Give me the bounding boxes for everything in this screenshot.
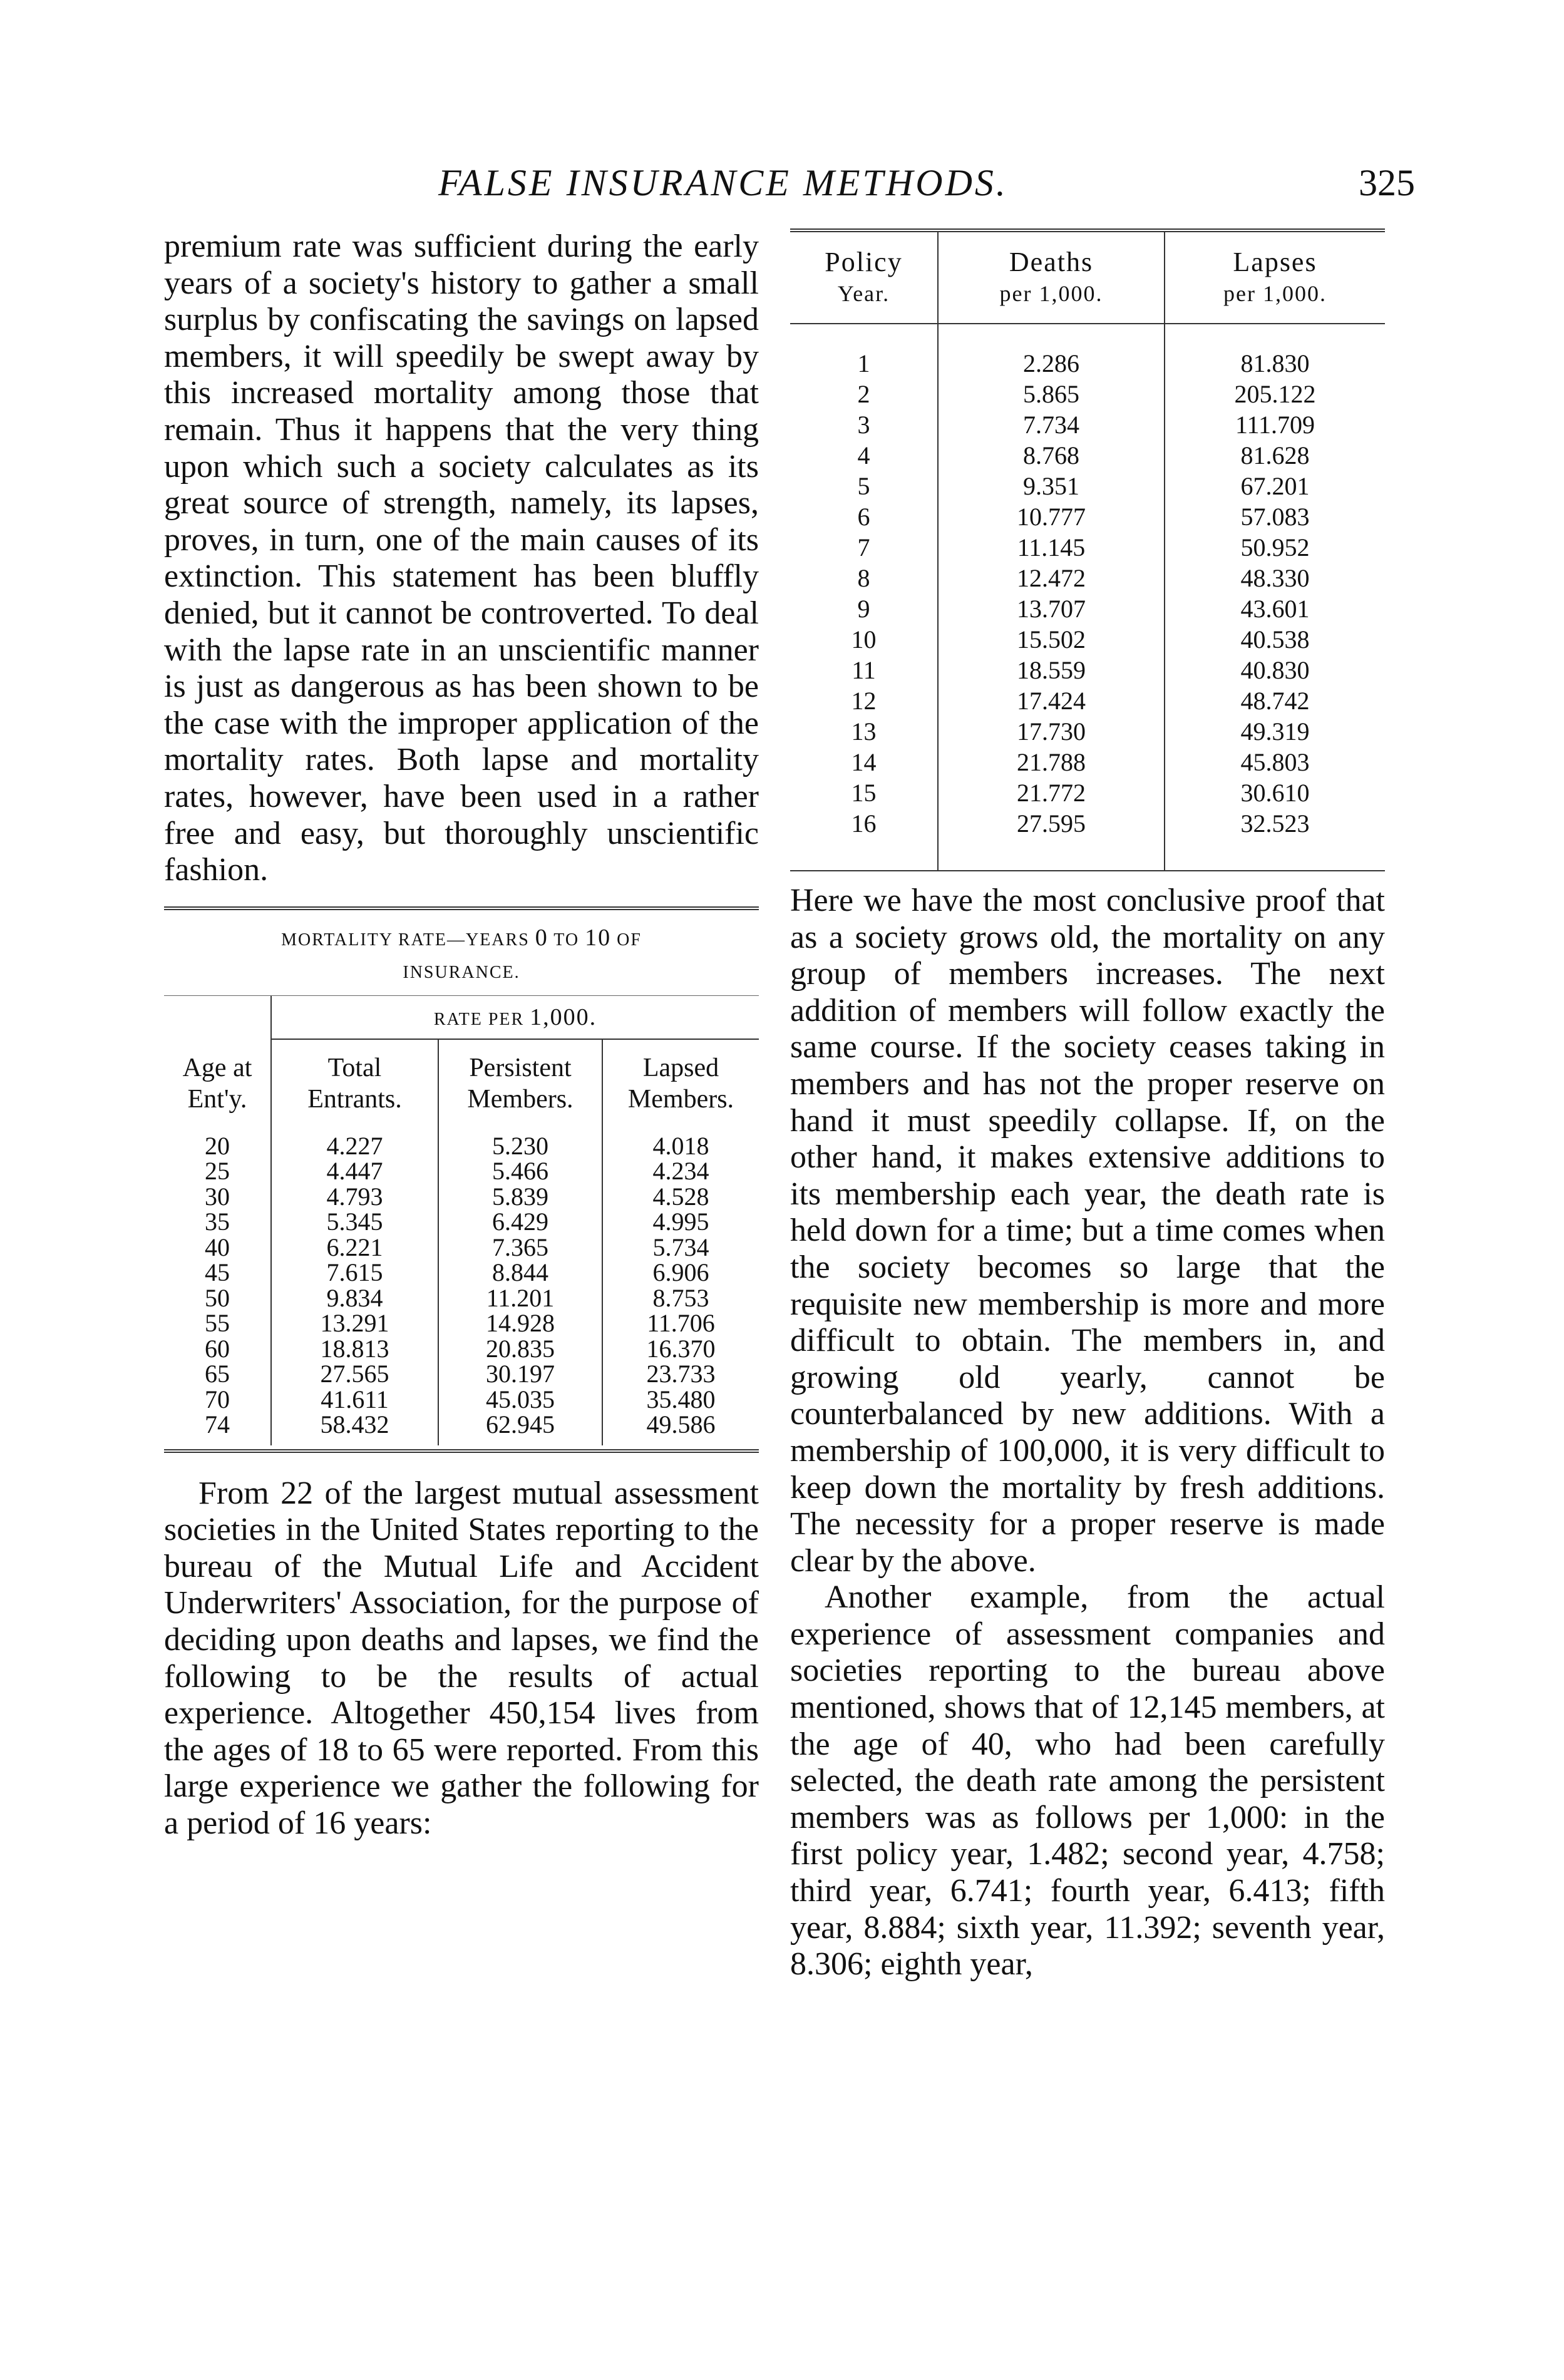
mortality-row xyxy=(164,1159,759,1184)
mortality-cell: 4.447 xyxy=(271,1159,438,1184)
mortality-cell: 45.035 xyxy=(438,1387,602,1413)
mortality-cell: 30 xyxy=(164,1184,271,1210)
left-paragraph-1: premium rate was sufficient during the early years of a society's history to gather a small surplus by confiscating the savings on lapsed members, it will speedily be swept away by this increased mortality among those that remain. Thus it happens that the very thing upon which such a society calculates as its great source of strength, namely, its lapses, proves, in turn, one of the main causes of its extinction. This statement has been bluffly denied, but it cannot be controverted. To deal with the lapse rate in an unscientific manner is just as dangerous as has been shown to be the case with the improper application of the mortality rates. Both lapse and mortality rates, however, have been used in a rather free and easy, but thoroughly unscientific fashion. xyxy=(164,228,759,888)
right-paragraph-2: Another example, from the actual experience of assessment companies and societies reporting to the bureau above mentioned, shows that of 12,145 members, at the age of 40, who had been carefully selected, the death rate among the persistent members was as follows per 1,000: in the first policy year, 1.482; second year, 4.758; third year, 6.741; fourth year, 6.413; fifth year, 8.884; sixth year, 11.392; seventh year, 8.306; eighth year, xyxy=(790,1579,1385,1982)
mortality-row xyxy=(164,1134,759,1159)
col-lapses: Lapses per 1,000. xyxy=(1223,246,1327,306)
left-paragraph-2: From 22 of the largest mutual assessment societies in the United States reporting to the bureau of the Mutual Life and Accident Underwriters' Association, for the purpose of deciding upon deaths and lapses, we find the following to be the results of actual experience. Altogether 450,154 lives from the ages of 18 to 65 were reported. From this large experience we gather the following for a period of 16 years: xyxy=(164,1475,759,1842)
policy-row xyxy=(790,685,1385,716)
policy-cell: 45.803 xyxy=(1240,748,1310,776)
policy-cell: 81.628 xyxy=(1240,441,1310,469)
mortality-row xyxy=(164,1209,759,1235)
policy-cell: 21.772 xyxy=(938,777,1165,808)
mortality-cell: 7.615 xyxy=(271,1260,438,1286)
policy-cell: 11 xyxy=(790,655,938,685)
mortality-cell: 5.230 xyxy=(438,1134,602,1159)
policy-cell: 43.601 xyxy=(1240,595,1310,623)
mortality-cell: 6.221 xyxy=(271,1235,438,1261)
mortality-cell: 60 xyxy=(164,1336,271,1362)
col-total: Total Entrants. xyxy=(271,1040,438,1115)
policy-row xyxy=(790,532,1385,563)
mortality-table-title: MORTALITY RATE—YEARS 0 TO 10 OF INSURANCE. xyxy=(281,924,642,982)
mortality-row xyxy=(164,1387,759,1413)
policy-cell: 18.559 xyxy=(938,655,1165,685)
policy-cell: 205.122 xyxy=(1234,380,1316,408)
mortality-cell: 4.793 xyxy=(271,1184,438,1210)
mortality-row xyxy=(164,1235,759,1261)
policy-cell: 2.286 xyxy=(938,348,1165,379)
col-lapsed: Lapsed Members. xyxy=(627,1053,734,1114)
mortality-row xyxy=(164,1260,759,1286)
mortality-table xyxy=(164,921,759,1453)
mortality-cell: 11.201 xyxy=(438,1286,602,1311)
mortality-cell: 7.365 xyxy=(438,1235,602,1261)
policy-row xyxy=(790,747,1385,777)
page-header xyxy=(438,162,1415,212)
mortality-cell: 6.906 xyxy=(652,1258,709,1287)
col-persistent: Persistent Members. xyxy=(438,1040,602,1115)
policy-cell: 17.424 xyxy=(938,685,1165,716)
policy-cell: 111.709 xyxy=(1235,411,1315,439)
policy-table-bottom-rule xyxy=(790,870,1385,871)
mortality-cell: 5.734 xyxy=(652,1233,709,1261)
policy-cell: 5 xyxy=(790,471,938,501)
policy-cell: 17.730 xyxy=(938,716,1165,747)
policy-cell: 50.952 xyxy=(1240,533,1310,562)
mortality-cell: 49.586 xyxy=(646,1410,716,1439)
mortality-cell: 35.480 xyxy=(646,1385,716,1413)
policy-cell: 16 xyxy=(790,808,938,839)
mortality-cell: 23.733 xyxy=(646,1360,716,1388)
policy-cell: 57.083 xyxy=(1240,503,1310,531)
policy-row xyxy=(790,348,1385,379)
mortality-cell: 55 xyxy=(164,1311,271,1336)
policy-cell: 40.538 xyxy=(1240,625,1310,654)
mortality-cell: 35 xyxy=(164,1209,271,1235)
policy-row xyxy=(790,409,1385,440)
policy-cell: 48.330 xyxy=(1240,564,1310,592)
mortality-cell: 25 xyxy=(164,1159,271,1184)
mortality-cell: 45 xyxy=(164,1260,271,1286)
mortality-cell: 20 xyxy=(164,1134,271,1159)
mortality-row xyxy=(164,1184,759,1210)
policy-cell: 3 xyxy=(790,409,938,440)
mortality-cell: 16.370 xyxy=(646,1334,716,1363)
mortality-cell: 9.834 xyxy=(271,1286,438,1311)
mortality-cell: 4.018 xyxy=(652,1131,709,1160)
mortality-cell: 70 xyxy=(164,1387,271,1413)
policy-cell: 7.734 xyxy=(938,409,1165,440)
policy-row xyxy=(790,593,1385,624)
mortality-cell: 18.813 xyxy=(271,1336,438,1362)
policy-cell: 13 xyxy=(790,716,938,747)
policy-cell: 6 xyxy=(790,501,938,532)
mortality-cell: 4.227 xyxy=(271,1134,438,1159)
policy-cell: 1 xyxy=(790,348,938,379)
page-number: 325 xyxy=(1359,162,1415,203)
policy-cell: 15 xyxy=(790,777,938,808)
policy-cell: 12 xyxy=(790,685,938,716)
mortality-cell: 4.528 xyxy=(652,1182,709,1211)
mortality-cell: 5.839 xyxy=(438,1184,602,1210)
mortality-cell: 65 xyxy=(164,1362,271,1387)
col-policy-year: Policy Year. xyxy=(790,232,938,323)
policy-cell: 4 xyxy=(790,440,938,471)
policy-cell: 2 xyxy=(790,379,938,409)
policy-cell: 11.145 xyxy=(938,532,1165,563)
mortality-cell: 40 xyxy=(164,1235,271,1261)
policy-cell: 48.742 xyxy=(1240,687,1310,715)
mortality-cell: 14.928 xyxy=(438,1311,602,1336)
policy-cell: 5.865 xyxy=(938,379,1165,409)
policy-cell: 13.707 xyxy=(938,593,1165,624)
policy-row xyxy=(790,808,1385,839)
mortality-row xyxy=(164,1412,759,1438)
mortality-cell: 13.291 xyxy=(271,1311,438,1336)
left-column xyxy=(164,228,759,1842)
mortality-cell: 5.345 xyxy=(271,1209,438,1235)
policy-cell: 9 xyxy=(790,593,938,624)
running-title: FALSE INSURANCE METHODS. xyxy=(438,162,1008,203)
policy-row xyxy=(790,440,1385,471)
policy-cell: 27.595 xyxy=(938,808,1165,839)
policy-row xyxy=(790,563,1385,593)
mortality-cell: 58.432 xyxy=(271,1412,438,1438)
mortality-cell: 62.945 xyxy=(438,1412,602,1438)
policy-row xyxy=(790,777,1385,808)
mortality-cell: 4.995 xyxy=(652,1208,709,1236)
policy-cell: 8.768 xyxy=(938,440,1165,471)
mortality-cell: 27.565 xyxy=(271,1362,438,1387)
policy-row xyxy=(790,716,1385,747)
policy-cell: 32.523 xyxy=(1240,809,1310,838)
policy-cell: 67.201 xyxy=(1240,472,1310,500)
mortality-cell: 8.753 xyxy=(652,1283,709,1312)
policy-cell: 15.502 xyxy=(938,624,1165,655)
mortality-row xyxy=(164,1286,759,1311)
rate-per-label: RATE PER 1,000. xyxy=(433,1003,597,1030)
col-deaths: Deaths per 1,000. xyxy=(938,232,1165,323)
policy-cell: 7 xyxy=(790,532,938,563)
mortality-cell: 50 xyxy=(164,1286,271,1311)
policy-cell: 49.319 xyxy=(1240,717,1310,746)
policy-row xyxy=(790,501,1385,532)
table-bottom-rule xyxy=(164,1449,759,1453)
mortality-cell: 11.706 xyxy=(647,1309,715,1338)
policy-cell: 81.830 xyxy=(1240,349,1310,377)
table-top-rule xyxy=(164,906,759,910)
policy-cell: 8 xyxy=(790,563,938,593)
policy-row xyxy=(790,471,1385,501)
policy-cell: 40.830 xyxy=(1240,656,1310,684)
policy-cell: 21.788 xyxy=(938,747,1165,777)
mortality-cell: 5.466 xyxy=(438,1159,602,1184)
policy-row xyxy=(790,624,1385,655)
mortality-cell: 6.429 xyxy=(438,1209,602,1235)
mortality-row xyxy=(164,1336,759,1362)
mortality-cell: 30.197 xyxy=(438,1362,602,1387)
policy-cell: 10.777 xyxy=(938,501,1165,532)
mortality-cell: 20.835 xyxy=(438,1336,602,1362)
policy-cell: 10 xyxy=(790,624,938,655)
policy-cell: 30.610 xyxy=(1240,779,1310,807)
policy-cell: 9.351 xyxy=(938,471,1165,501)
mortality-cell: 74 xyxy=(164,1412,271,1438)
right-paragraph-1: Here we have the most conclusive proof that as a society grows old, the mortality on any group of members increases. The next addition of members will follow exactly the same course. If the society ceases taking in members and has not the proper reserve on hand it must speedily collapse. If, on the other hand, it makes extensive additions to its membership each year, the death rate is held down for a time; but a time comes when the society becomes so large that the requisite new membership is more and more difficult to obtain. The members in, and growing old yearly, cannot be counterbalanced by new additions. With a membership of 100,000, it is very difficult to keep down the mortality by fresh additions. The necessity for a proper reserve is made clear by the above. xyxy=(790,883,1385,1579)
policy-year-table xyxy=(790,228,1385,871)
mortality-row xyxy=(164,1362,759,1387)
right-column xyxy=(790,228,1385,1983)
policy-row xyxy=(790,379,1385,409)
col-age: Age at Ent'y. xyxy=(164,1040,271,1115)
mortality-cell: 41.611 xyxy=(271,1387,438,1413)
policy-row xyxy=(790,655,1385,685)
mortality-cell: 4.234 xyxy=(652,1157,709,1186)
policy-cell: 12.472 xyxy=(938,563,1165,593)
mortality-cell: 8.844 xyxy=(438,1260,602,1286)
mortality-row xyxy=(164,1311,759,1336)
policy-cell: 14 xyxy=(790,747,938,777)
